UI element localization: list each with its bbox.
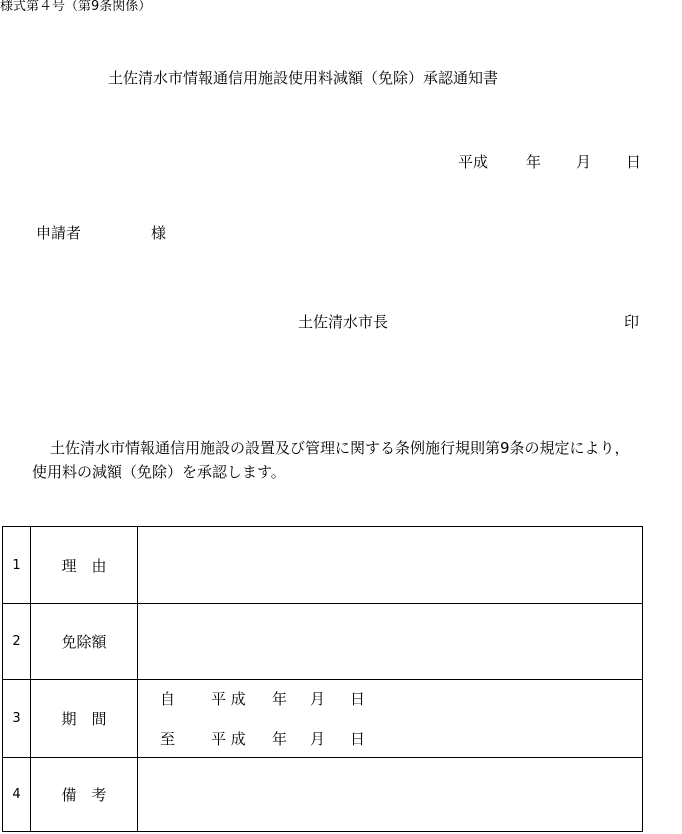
period-from-day-label: 日 — [350, 690, 366, 708]
row-number: 4 — [3, 758, 31, 832]
issuer-name: 土佐清水市長 — [298, 313, 389, 331]
date-era: 平成 — [458, 153, 489, 171]
row-label-exemption-amount: 免除額 — [31, 604, 138, 680]
exemption-amount-value-cell — [138, 604, 643, 680]
remarks-value-cell — [138, 758, 643, 832]
period-to-month-label: 月 — [310, 730, 326, 748]
table-row — [3, 527, 643, 604]
date-day-label: 日 — [626, 153, 642, 171]
period-value-cell — [138, 680, 643, 758]
reason-value-cell — [138, 527, 643, 604]
body-line-1: 土佐清水市情報通信用施設の設置及び管理に関する条例施行規則第9条の規定により， — [50, 439, 630, 457]
row-label-reason: 理 由 — [31, 527, 138, 604]
detail-table — [2, 526, 643, 832]
seal-mark: 印 — [624, 313, 640, 331]
period-to-era: 平 成 — [211, 730, 246, 748]
table-row — [3, 604, 643, 680]
row-number: 2 — [3, 604, 31, 680]
period-from-era: 平 成 — [211, 690, 246, 708]
applicant-label: 申請者 — [36, 224, 82, 242]
row-label-period: 期 間 — [31, 680, 138, 758]
body-paragraph — [32, 436, 682, 484]
row-label-remarks: 備 考 — [31, 758, 138, 832]
date-year-label: 年 — [526, 153, 542, 171]
period-to-day-label: 日 — [350, 730, 366, 748]
form-number: 様式第４号（第9条関係） — [0, 0, 152, 14]
date-month-label: 月 — [576, 153, 592, 171]
table-row — [3, 680, 643, 758]
period-from-line — [138, 688, 642, 710]
period-to-line — [138, 728, 642, 750]
row-number: 3 — [3, 680, 31, 758]
period-from-year-label: 年 — [272, 690, 288, 708]
body-line-2: 使用料の減額（免除）を承認します。 — [32, 463, 286, 481]
applicant-honorific: 様 — [151, 224, 167, 242]
period-from-kind: 自 — [160, 690, 176, 708]
table-row — [3, 758, 643, 832]
period-from-month-label: 月 — [310, 690, 326, 708]
row-number: 1 — [3, 527, 31, 604]
period-to-year-label: 年 — [272, 730, 288, 748]
period-to-kind: 至 — [160, 730, 176, 748]
document-title: 土佐清水市情報通信用施設使用料減額（免除）承認通知書 — [108, 69, 499, 87]
